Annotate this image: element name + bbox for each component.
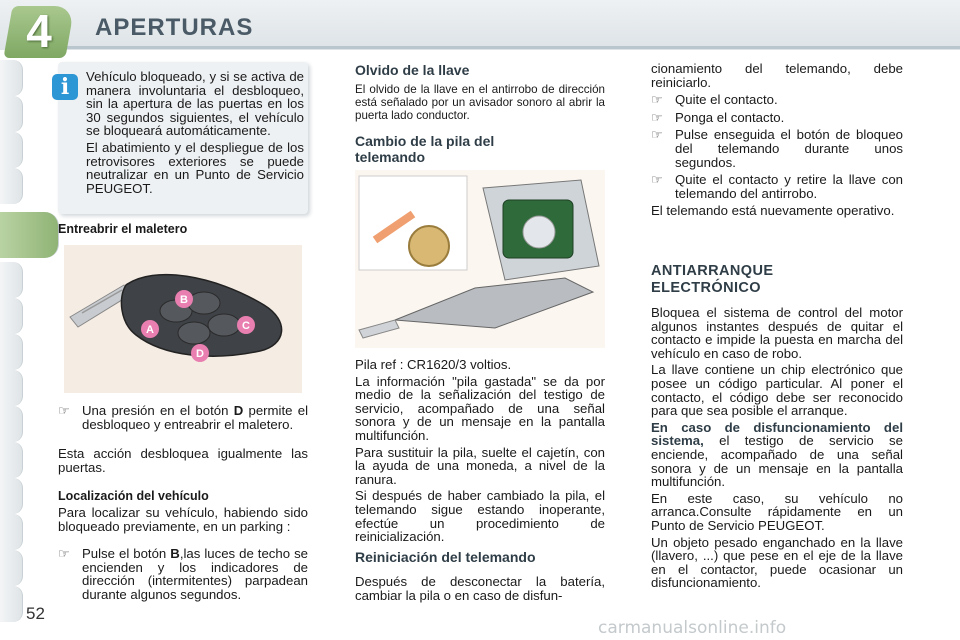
locate-bullet: ☞ Pulse el botón B,las luces de techo se encienden y los indicadores de dirección (intermitentes) parpadean durante algunos segundos. [58, 546, 308, 602]
reset-text: Después de desconectar la batería, cambiar la pila o en caso de disfun- [355, 574, 605, 603]
reset-heading: Reiniciación del telemando [355, 549, 536, 565]
key-label-b: B [180, 294, 188, 306]
battery-cell [523, 216, 555, 248]
battery-heading: Cambio de la pila del telemando [355, 133, 495, 165]
key-fob-diagram [64, 245, 302, 393]
chapter-number: 4 [26, 5, 52, 57]
trunk-heading: Entreabrir el maletero [58, 222, 188, 236]
locate-text: Para localizar su vehículo, habiendo sido bloqueado previamente, en un parking : [58, 505, 308, 534]
reset-step: Ponga el contacto. [675, 109, 785, 125]
forgot-key-text: El olvido de la llave en el antirrobo de dirección está señalado por un avisador sonoro al abrir la puerta lado conductor. [355, 83, 605, 122]
key-button-d [178, 322, 210, 344]
immobiliser-text: Bloquea el sistema de control del motor algunos instantes después de quitar el contacto e impide la puesta en marcha del vehículo en caso de robo. La llave contiene un chip electrónico que posee un código particular. Al poner el contacto, el código debe ser reconocido para que sea posible el arranque. En caso de disfuncionamiento del sistema, el testigo de servicio se enciende, acompañado de una señal sonora y de un mensaje en la pantalla multifunción. En este caso, su vehículo no arranca.Consulte rápidamente en un Punto de Servicio PEUGEOT. Un objeto pesado enganchado en la llave (llavero, ...) que pese en el eje de la llave en el contactor, puede ocasionar un disfuncionamiento. [651, 305, 903, 591]
page-number: 52 [26, 604, 45, 623]
side-tab-6[interactable] [0, 262, 23, 298]
info-text [86, 70, 304, 198]
battery-text: Pila ref : CR1620/3 voltios. La información "pila gastada" se da por medio de la señalización del testigo de servicio, acompañado de una señal sonora y de un mensaje en la pantalla multifunción. Para sustituir la pila, suelte el cajetín, con la ayuda de una moneda, a nivel de la ranura. Si después de haber cambiado la pila, el telemando sigue estando inoperante, efectúe un procedimiento de reinicialización. [355, 357, 605, 545]
side-tab-active[interactable] [0, 212, 59, 258]
locate-heading: Localización del vehículo [58, 489, 209, 503]
trunk-bullet: ☞ Una presión en el botón D permite el desbloqueo y entreabrir el maletero. [58, 403, 308, 432]
key-button-b [188, 292, 220, 314]
side-tab-10[interactable] [0, 406, 23, 442]
key-label-c: C [242, 320, 250, 332]
side-tab-13[interactable] [0, 514, 23, 550]
reset-step: Pulse enseguida el botón de bloqueo del telemando durante unos segundos. [675, 127, 903, 170]
reset-continued: cionamiento del telemando, debe reiniciarlo. ☞ Quite el contacto. ☞ Ponga el contacto. ☞ Pulse enseguida el botón de bloqueo del telemando durante unos segundos. ☞ Quite el contacto y retire la llave con telemando del antirrobo. El telemando está nuevamente operativo. [651, 61, 903, 219]
info-paragraph: Vehículo bloqueado, y si se activa de manera involuntaria el desbloqueo, sin la apertura de las puertas en los 30 segundos siguientes, el vehículo se bloqueará automáticamente. [86, 69, 304, 139]
side-tab-9[interactable] [0, 370, 23, 406]
side-tab-14[interactable] [0, 550, 23, 586]
key-button-c [208, 314, 240, 336]
reset-step: Quite el contacto y retire la llave con telemando del antirrobo. [675, 172, 903, 201]
side-tab-3[interactable] [0, 132, 23, 168]
key-label-a: A [146, 324, 154, 336]
reset-step: Quite el contacto. [675, 92, 778, 108]
info-paragraph: El abatimiento y el despliegue de los retrovisores exteriores se puede neutralizar en un Punto de Servicio PEUGEOT. [86, 139, 304, 196]
pointer-icon: ☞ [651, 127, 663, 143]
watermark: carmanualsonline.info [598, 618, 787, 638]
pointer-icon: ☞ [58, 546, 70, 561]
info-icon: i [52, 74, 78, 100]
side-tab-11[interactable] [0, 442, 23, 478]
side-tab-7[interactable] [0, 298, 23, 334]
page-title: APERTURAS [95, 14, 254, 41]
header-rule [60, 46, 960, 49]
pointer-icon: ☞ [651, 172, 663, 188]
side-tab-4[interactable] [0, 168, 23, 204]
side-tab-1[interactable] [0, 60, 23, 96]
pointer-icon: ☞ [651, 92, 663, 108]
battery-illustration [355, 170, 605, 348]
side-tab-2[interactable] [0, 96, 23, 132]
forgot-key-heading: Olvido de la llave [355, 62, 470, 78]
side-tab-12[interactable] [0, 478, 23, 514]
side-tab-15[interactable] [0, 586, 23, 622]
battery-change-diagram [355, 170, 605, 348]
key-body [121, 275, 281, 357]
immobiliser-heading: ANTIARRANQUE ELECTRÓNICO [651, 263, 774, 296]
trunk-note: Esta acción desbloquea igualmente las puertas. [58, 446, 308, 475]
pointer-icon: ☞ [651, 109, 663, 125]
key-illustration [64, 245, 302, 393]
coin [409, 226, 449, 266]
key-label-d: D [196, 348, 204, 360]
pointer-icon: ☞ [58, 403, 70, 418]
side-tab-8[interactable] [0, 334, 23, 370]
